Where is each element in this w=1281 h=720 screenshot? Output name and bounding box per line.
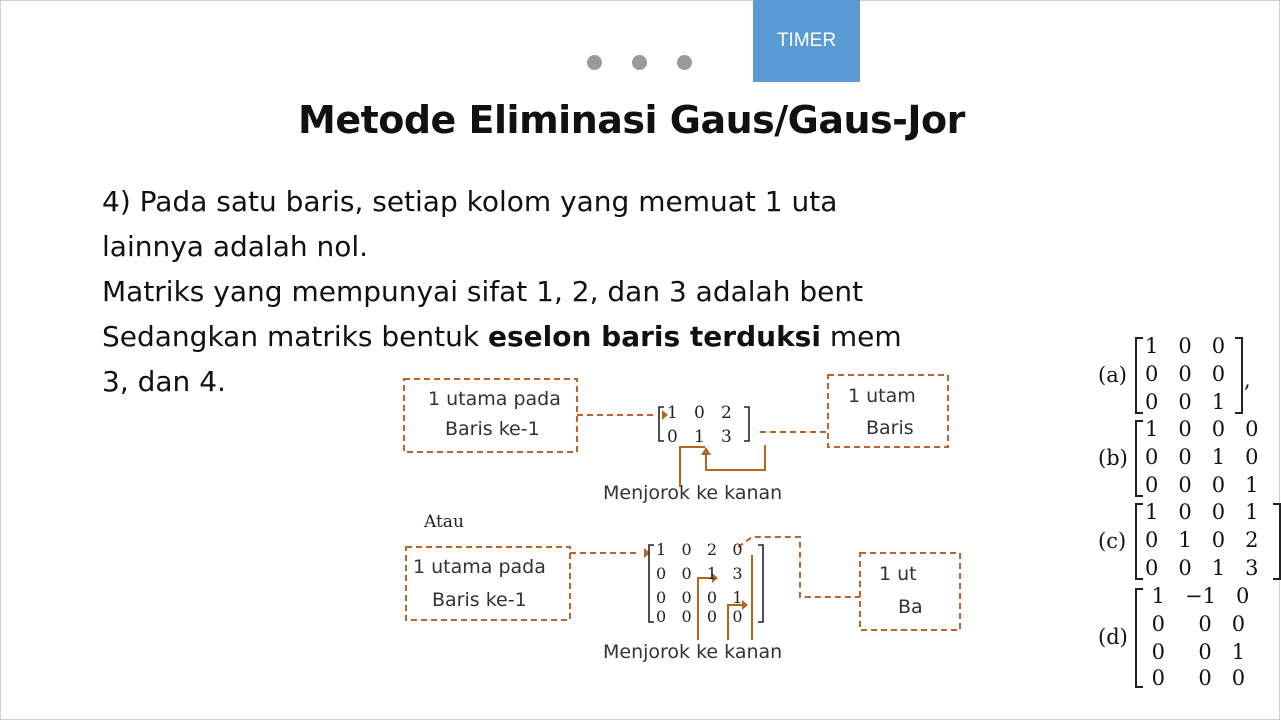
body-line: 3, dan 4. xyxy=(102,365,226,398)
body-line: Matriks yang mempunyai sifat 1, 2, dan 3 adalah bent xyxy=(102,275,864,308)
matrix-row: 0 0 0 xyxy=(1145,612,1246,636)
box-2-line-1: 1 utam xyxy=(848,385,916,407)
dot-icon xyxy=(632,55,647,70)
matrix-row: 0 0 0 xyxy=(1145,666,1246,690)
matrix-row: 0 0 1 3 xyxy=(1145,556,1259,580)
menjorok-label-1: Menjorok ke kanan xyxy=(603,482,783,504)
slide-content xyxy=(0,85,965,705)
matrix-row: 0 0 0 xyxy=(1145,362,1226,386)
box-1-line-1: 1 utama pada xyxy=(428,388,561,410)
arrow-head-icon xyxy=(701,447,711,455)
matrix-row: 1 0 0 xyxy=(1145,334,1226,358)
matrix-bracket xyxy=(1135,337,1143,414)
matrix-bracket xyxy=(649,545,654,622)
example-d-label: (d) xyxy=(1098,625,1128,649)
matrix-2-row: 0 0 0 1 xyxy=(656,588,743,607)
matrix-2-row: 0 0 0 0 xyxy=(656,607,743,626)
connector xyxy=(738,537,860,597)
matrix-2-row: 0 0 1 3 xyxy=(656,564,743,583)
matrix-row: 0 1 0 2 xyxy=(1145,528,1259,552)
matrix-row: 0 0 0 1 xyxy=(1145,473,1259,497)
body-text-span: Sedangkan matriks bentuk xyxy=(102,320,488,353)
body-line: lainnya adalah nol. xyxy=(102,230,369,263)
matrix-comma: , xyxy=(1244,368,1251,392)
example-c-label: (c) xyxy=(1098,529,1127,553)
timer-button[interactable]: TIMER xyxy=(753,0,860,82)
menjorok-label-2: Menjorok ke kanan xyxy=(603,641,783,663)
matrix-bracket xyxy=(744,407,749,441)
matrix-row: 0 0 1 0 xyxy=(1145,445,1259,469)
matrix-bracket xyxy=(1135,503,1143,580)
matrix-1-row: 0 1 3 xyxy=(667,427,732,447)
example-matrices xyxy=(1095,330,1280,690)
matrix-bracket xyxy=(758,545,763,622)
box-3-line-2: Baris ke-1 xyxy=(432,589,527,611)
matrix-bracket xyxy=(1273,503,1281,580)
box-4-line-2: Ba xyxy=(898,596,923,618)
arrow-line xyxy=(680,447,705,487)
dot-icon xyxy=(677,55,692,70)
matrix-row: 1 −1 0 xyxy=(1145,584,1250,608)
box-1-line-2: Baris ke-1 xyxy=(445,418,540,440)
body-text-span: mem xyxy=(820,320,902,353)
body-line: 4) Pada satu baris, setiap kolom yang memuat 1 uta xyxy=(102,185,838,218)
box-3-line-1: 1 utama pada xyxy=(413,556,546,578)
matrix-row: 0 0 1 xyxy=(1145,640,1246,664)
box-4-line-1: 1 ut xyxy=(879,563,917,585)
matrix-1-row: 1 0 2 xyxy=(667,403,732,423)
matrix-row: 0 0 1 xyxy=(1145,390,1226,414)
matrix-bracket xyxy=(1235,337,1243,414)
example-a-label: (a) xyxy=(1098,363,1127,387)
matrix-bracket xyxy=(1135,588,1143,688)
box-2-line-2: Baris xyxy=(866,417,914,439)
example-b-label: (b) xyxy=(1098,446,1128,470)
atau-label: Atau xyxy=(424,512,464,532)
matrix-row: 1 0 0 0 xyxy=(1145,417,1259,441)
dot-icon xyxy=(587,55,602,70)
matrix-2-row: 1 0 2 0 xyxy=(656,540,743,559)
matrix-bracket xyxy=(1135,420,1143,497)
slide-title: Metode Eliminasi Gaus/Gaus-Jor xyxy=(298,98,965,142)
more-options-icon[interactable] xyxy=(587,55,692,70)
matrix-row: 1 0 0 1 xyxy=(1145,500,1259,524)
arrow-head-icon xyxy=(742,600,748,610)
arrow-line xyxy=(706,445,765,470)
bold-term: eselon baris terduksi xyxy=(487,320,821,353)
